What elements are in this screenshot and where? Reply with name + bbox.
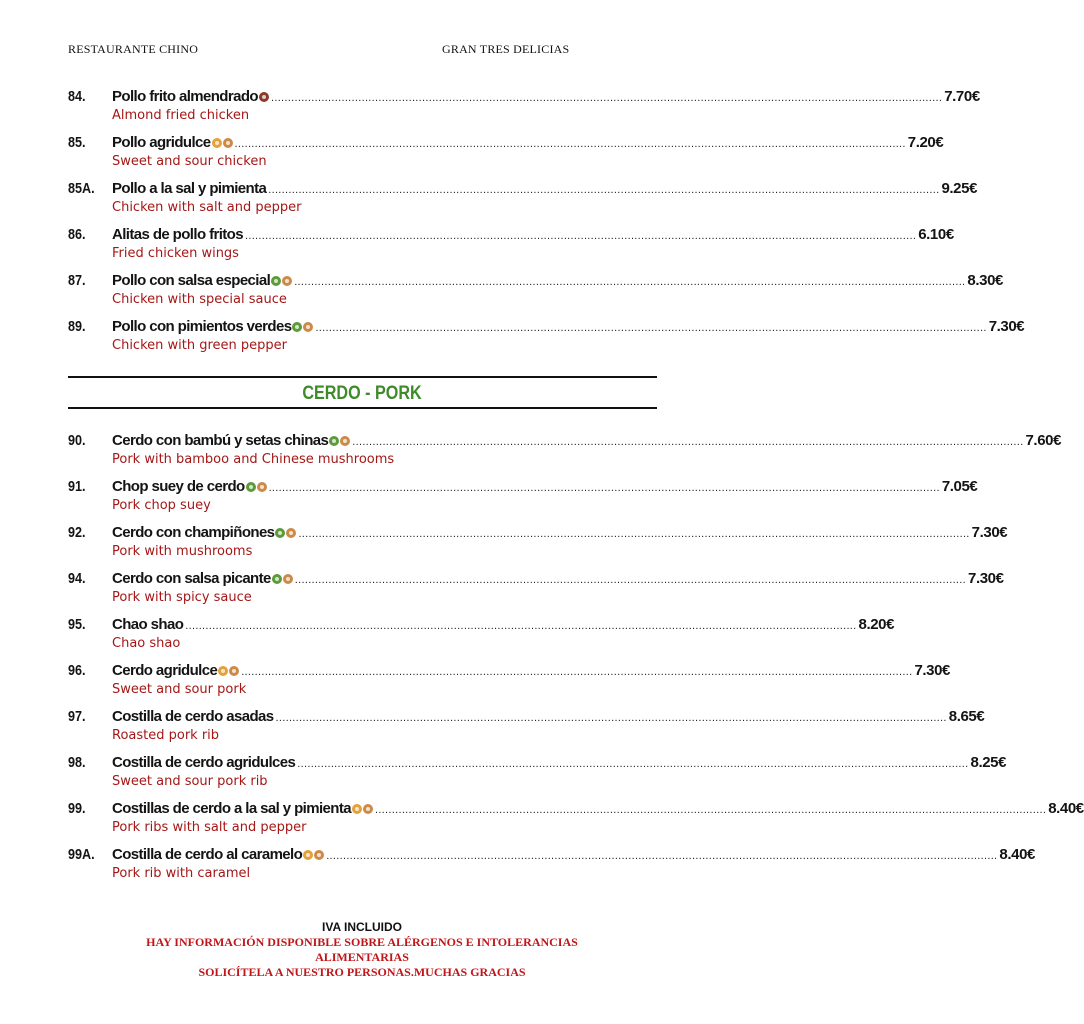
item-line (112, 754, 1007, 772)
item-line (112, 570, 1004, 588)
allergen-icons (218, 666, 239, 676)
dot-leader: ........................................................................................................................................................................................................ (241, 666, 913, 678)
allergen-icons (275, 528, 296, 538)
restaurant-label: RESTAURANTE CHINO (68, 42, 199, 56)
allergen-icons (212, 138, 233, 148)
item-line (112, 800, 1084, 818)
english-description: Sweet and sour pork (112, 682, 247, 697)
english-description: Chicken with special sauce (112, 292, 287, 307)
dish-name: Pollo a la sal y pimienta (112, 180, 267, 197)
english-description: Pork with bamboo and Chinese mushrooms (112, 452, 395, 467)
dish-name: Pollo frito almendrado (112, 88, 258, 105)
item-price: 7.30€ (968, 570, 1004, 587)
menu-item (68, 524, 1008, 568)
allergen-icon (292, 322, 302, 332)
dish-name: Costillas de cerdo a la sal y pimienta (112, 800, 351, 817)
allergen-icon (314, 850, 324, 860)
allergen-icon (303, 850, 313, 860)
allergen-icon (303, 322, 313, 332)
english-description: Pork rib with caramel (112, 866, 251, 881)
dish-name: Cerdo con bambú y setas chinas (112, 432, 329, 449)
item-price: 8.30€ (967, 272, 1003, 289)
item-number: 99. (68, 800, 86, 817)
dot-leader: ........................................................................................................................................................................................................ (185, 620, 857, 632)
dot-leader: ........................................................................................................................................................................................................ (270, 92, 943, 104)
english-description: Roasted pork rib (112, 728, 220, 743)
menu-item (68, 226, 954, 270)
section-rule-bottom (68, 407, 657, 409)
dish-name: Chop suey de cerdo (112, 478, 245, 495)
dish-name: Costilla de cerdo al caramelo (112, 846, 303, 863)
dot-leader: ........................................................................................................................................................................................................ (352, 436, 1024, 448)
allergen-notice-line-3: SOLICÍTELA A NUESTRO PERSONAS.MUCHAS GRACIAS (198, 965, 526, 979)
menu-item (68, 88, 980, 132)
item-number: 86. (68, 226, 86, 243)
dish-name: Alitas de pollo fritos (112, 226, 243, 243)
allergen-icons (352, 804, 373, 814)
item-number: 89. (68, 318, 86, 335)
dot-leader: ........................................................................................................................................................................................................ (326, 850, 998, 862)
item-price: 8.40€ (1048, 800, 1084, 817)
english-description: Sweet and sour pork rib (112, 774, 268, 789)
allergen-icon (257, 482, 267, 492)
dish-name: Costilla de cerdo asadas (112, 708, 274, 725)
item-number: 98. (68, 754, 86, 771)
allergen-icon (229, 666, 239, 676)
item-number: 97. (68, 708, 86, 725)
dot-leader: ........................................................................................................................................................................................................ (294, 574, 966, 586)
item-line (112, 88, 980, 106)
item-price: 8.20€ (858, 616, 895, 633)
allergen-icon (246, 482, 256, 492)
item-number: 95. (68, 616, 86, 633)
menu-item (68, 662, 950, 706)
item-line (112, 272, 1003, 290)
allergen-icon (352, 804, 362, 814)
english-description: Sweet and sour chicken (112, 154, 267, 169)
dot-leader: ........................................................................................................................................................................................................ (275, 712, 947, 724)
item-line (112, 616, 895, 634)
allergen-notice-line-2: ALIMENTARIAS (315, 950, 409, 964)
menu-item (68, 570, 1004, 614)
allergen-icon (286, 528, 296, 538)
item-line (112, 524, 1008, 542)
allergen-icon (212, 138, 222, 148)
menu-item (68, 180, 978, 224)
english-description: Pork with mushrooms (112, 544, 253, 559)
allergen-icons (329, 436, 350, 446)
item-price: 7.05€ (941, 478, 978, 495)
dot-leader: ........................................................................................................................................................................................................ (294, 276, 966, 288)
menu-item (68, 800, 1084, 844)
allergen-icons (271, 276, 292, 286)
menu-item (68, 846, 1035, 890)
dish-name: Pollo con pimientos verdes (112, 318, 292, 335)
allergen-icons (272, 574, 293, 584)
dish-name: Chao shao (112, 616, 184, 633)
menu-item (68, 134, 944, 178)
allergen-icon (340, 436, 350, 446)
item-price: 6.10€ (918, 226, 954, 243)
dish-name: Costilla de cerdo agridulces (112, 754, 296, 771)
english-description: Chicken with green pepper (112, 338, 287, 353)
item-number: 87. (68, 272, 86, 289)
section-title-pork: CERDO - PORK (302, 383, 422, 404)
item-number: 91. (68, 478, 86, 495)
dot-leader: ........................................................................................................................................................................................................ (315, 322, 987, 334)
item-number: 94. (68, 570, 86, 587)
item-price: 7.30€ (971, 524, 1008, 541)
item-price: 9.25€ (941, 180, 978, 197)
allergen-icon (329, 436, 339, 446)
dish-name: Cerdo agridulce (112, 662, 218, 679)
item-line (112, 180, 978, 198)
allergen-icon (259, 92, 269, 102)
menu-item (68, 318, 1025, 362)
item-line (112, 478, 978, 496)
english-description: Fried chicken wings (112, 246, 239, 261)
allergen-icon (271, 276, 281, 286)
allergen-icon (275, 528, 285, 538)
menu-item (68, 708, 985, 752)
dot-leader: ........................................................................................................................................................................................................ (374, 804, 1047, 816)
item-price: 8.65€ (948, 708, 985, 725)
item-price: 8.40€ (999, 846, 1035, 863)
item-price: 7.30€ (914, 662, 950, 679)
english-description: Almond fried chicken (112, 108, 250, 123)
item-line (112, 662, 950, 680)
dish-name: Cerdo con champiñones (112, 524, 275, 541)
english-description: Chicken with salt and pepper (112, 200, 302, 215)
dot-leader: ........................................................................................................................................................................................................ (234, 138, 906, 150)
dot-leader: ........................................................................................................................................................................................................ (268, 482, 940, 494)
english-description: Pork chop suey (112, 498, 211, 513)
iva-note: IVA INCLUIDO (322, 920, 402, 934)
item-number: 96. (68, 662, 86, 679)
menu-item (68, 616, 895, 660)
item-price: 7.20€ (907, 134, 944, 151)
item-number: 85A. (68, 180, 95, 197)
item-number: 84. (68, 88, 86, 105)
allergen-icon (282, 276, 292, 286)
allergen-icons (246, 482, 267, 492)
dot-leader: ........................................................................................................................................................................................................ (244, 230, 917, 242)
item-line (112, 134, 944, 152)
allergen-icon (218, 666, 228, 676)
dish-name: Pollo con salsa especial (112, 272, 271, 289)
allergen-icon (283, 574, 293, 584)
allergen-icons (259, 92, 269, 102)
allergen-icons (292, 322, 313, 332)
item-number: 99A. (68, 846, 95, 863)
dot-leader: ........................................................................................................................................................................................................ (298, 528, 970, 540)
item-line (112, 846, 1035, 864)
allergen-icons (303, 850, 324, 860)
item-price: 8.25€ (970, 754, 1007, 771)
item-price: 7.70€ (944, 88, 980, 105)
item-number: 85. (68, 134, 86, 151)
item-price: 7.60€ (1025, 432, 1062, 449)
allergen-notice-line-1: HAY INFORMACIÓN DISPONIBLE SOBRE ALÉRGENOS E INTOLERANCIAS (146, 935, 578, 949)
dot-leader: ........................................................................................................................................................................................................ (297, 758, 969, 770)
menu-item (68, 432, 1062, 476)
dot-leader: ........................................................................................................................................................................................................ (268, 184, 940, 196)
menu-item (68, 272, 1003, 316)
item-line (112, 318, 1025, 336)
menu-item (68, 478, 978, 522)
english-description: Pork ribs with salt and pepper (112, 820, 307, 835)
english-description: Pork with spicy sauce (112, 590, 252, 605)
section-rule-top (68, 376, 657, 378)
item-line (112, 708, 985, 726)
allergen-icon (223, 138, 233, 148)
allergen-icon (272, 574, 282, 584)
menu-item (68, 754, 1007, 798)
item-line (112, 226, 954, 244)
item-price: 7.30€ (988, 318, 1025, 335)
dish-name: Pollo agridulce (112, 134, 211, 151)
english-description: Chao shao (112, 636, 181, 651)
dish-name: Cerdo con salsa picante (112, 570, 271, 587)
item-number: 92. (68, 524, 86, 541)
item-line (112, 432, 1062, 450)
restaurant-name: GRAN TRES DELICIAS (442, 42, 570, 56)
item-number: 90. (68, 432, 86, 449)
allergen-icon (363, 804, 373, 814)
